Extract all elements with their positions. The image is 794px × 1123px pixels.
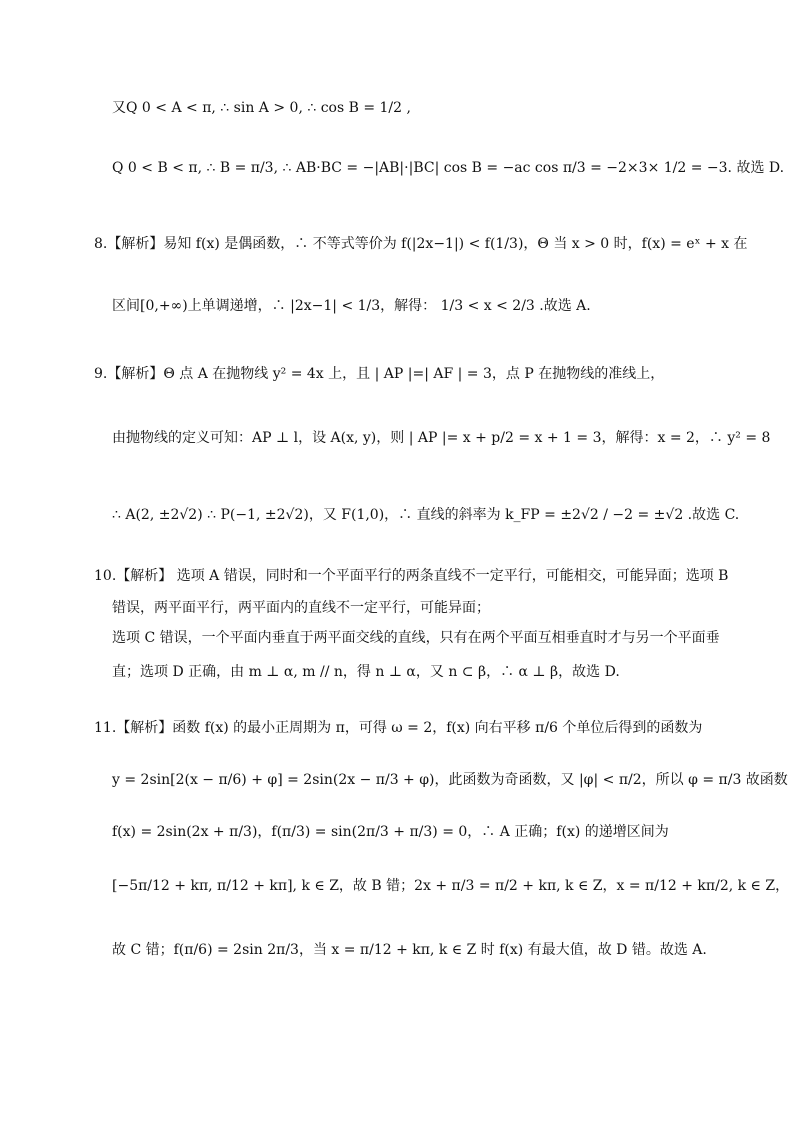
text-line-14: f(x) = 2sin(2x + π/3)，f(π/3) = sin(2π/3 + π/3) = 0，∴ A 正确；f(x) 的递增区间为 bbox=[112, 824, 669, 840]
text-line-5: 9.【解析】Θ 点 A 在抛物线 y² = 4x 上，且 | AP |=| AF | = 3，点 P 在抛物线的准线上， bbox=[94, 366, 665, 382]
text-line-12: 11.【解析】函数 f(x) 的最小正周期为 π，可得 ω = 2，f(x) 向右平移 π/6 个单位后得到的函数为 bbox=[94, 720, 703, 736]
text-line-15: [−5π/12 + kπ, π/12 + kπ], k ∈ Z，故 B 错；2x + π/3 = π/2 + kπ, k ∈ Z，x = π/12 + kπ/2, k ∈ Z， bbox=[112, 878, 790, 894]
text-line-10: 选项 C 错误，一个平面内垂直于两平面交线的直线，只有在两个平面互相垂直时才与另一个平面垂 bbox=[112, 630, 720, 646]
text-line-7: ∴ A(2, ±2√2) ∴ P(−1, ±2√2)，又 F(1,0)，∴ 直线的斜率为 k_FP = ±2√2 / −2 = ±√2 .故选 C. bbox=[112, 507, 740, 523]
text-line-1: 又Q 0 < A < π, ∴ sin A > 0, ∴ cos B = 1/2 , bbox=[112, 100, 411, 116]
text-line-6: 由抛物线的定义可知：AP ⊥ l，设 A(x, y)，则 | AP |= x + p/2 = x + 1 = 3，解得：x = 2，∴ y² = 8 bbox=[112, 430, 771, 446]
text-line-4: 区间[0,+∞)上单调递增，∴ |2x−1| < 1/3，解得： 1/3 < x < 2/3 .故选 A. bbox=[112, 298, 591, 314]
text-line-11: 直；选项 D 正确，由 m ⊥ α, m // n，得 n ⊥ α，又 n ⊂ β，∴ α ⊥ β，故选 D. bbox=[112, 664, 620, 680]
text-line-2: Q 0 < B < π, ∴ B = π/3, ∴ AB·BC = −|AB|·|BC| cos B = −ac cos π/3 = −2×3× 1/2 = −3. 故选 D. bbox=[112, 160, 785, 176]
text-line-16: 故 C 错；f(π/6) = 2sin 2π/3，当 x = π/12 + kπ, k ∈ Z 时 f(x) 有最大值，故 D 错。故选 A. bbox=[112, 942, 707, 958]
text-line-8: 10.【解析】 选项 A 错误，同时和一个平面平行的两条直线不一定平行，可能相交，可能异面；选项 B bbox=[94, 568, 729, 584]
text-line-9: 错误，两平面平行，两平面内的直线不一定平行，可能异面； bbox=[112, 600, 490, 616]
text-line-13: y = 2sin[2(x − π/6) + φ] = 2sin(2x − π/3 + φ)，此函数为奇函数，又 |φ| < π/2，所以 φ = π/3 故函数 bbox=[112, 772, 788, 788]
text-line-3: 8.【解析】易知 f(x) 是偶函数，∴ 不等式等价为 f(|2x−1|) < f(1/3)，Θ 当 x > 0 时，f(x) = eˣ + x 在 bbox=[94, 236, 748, 252]
